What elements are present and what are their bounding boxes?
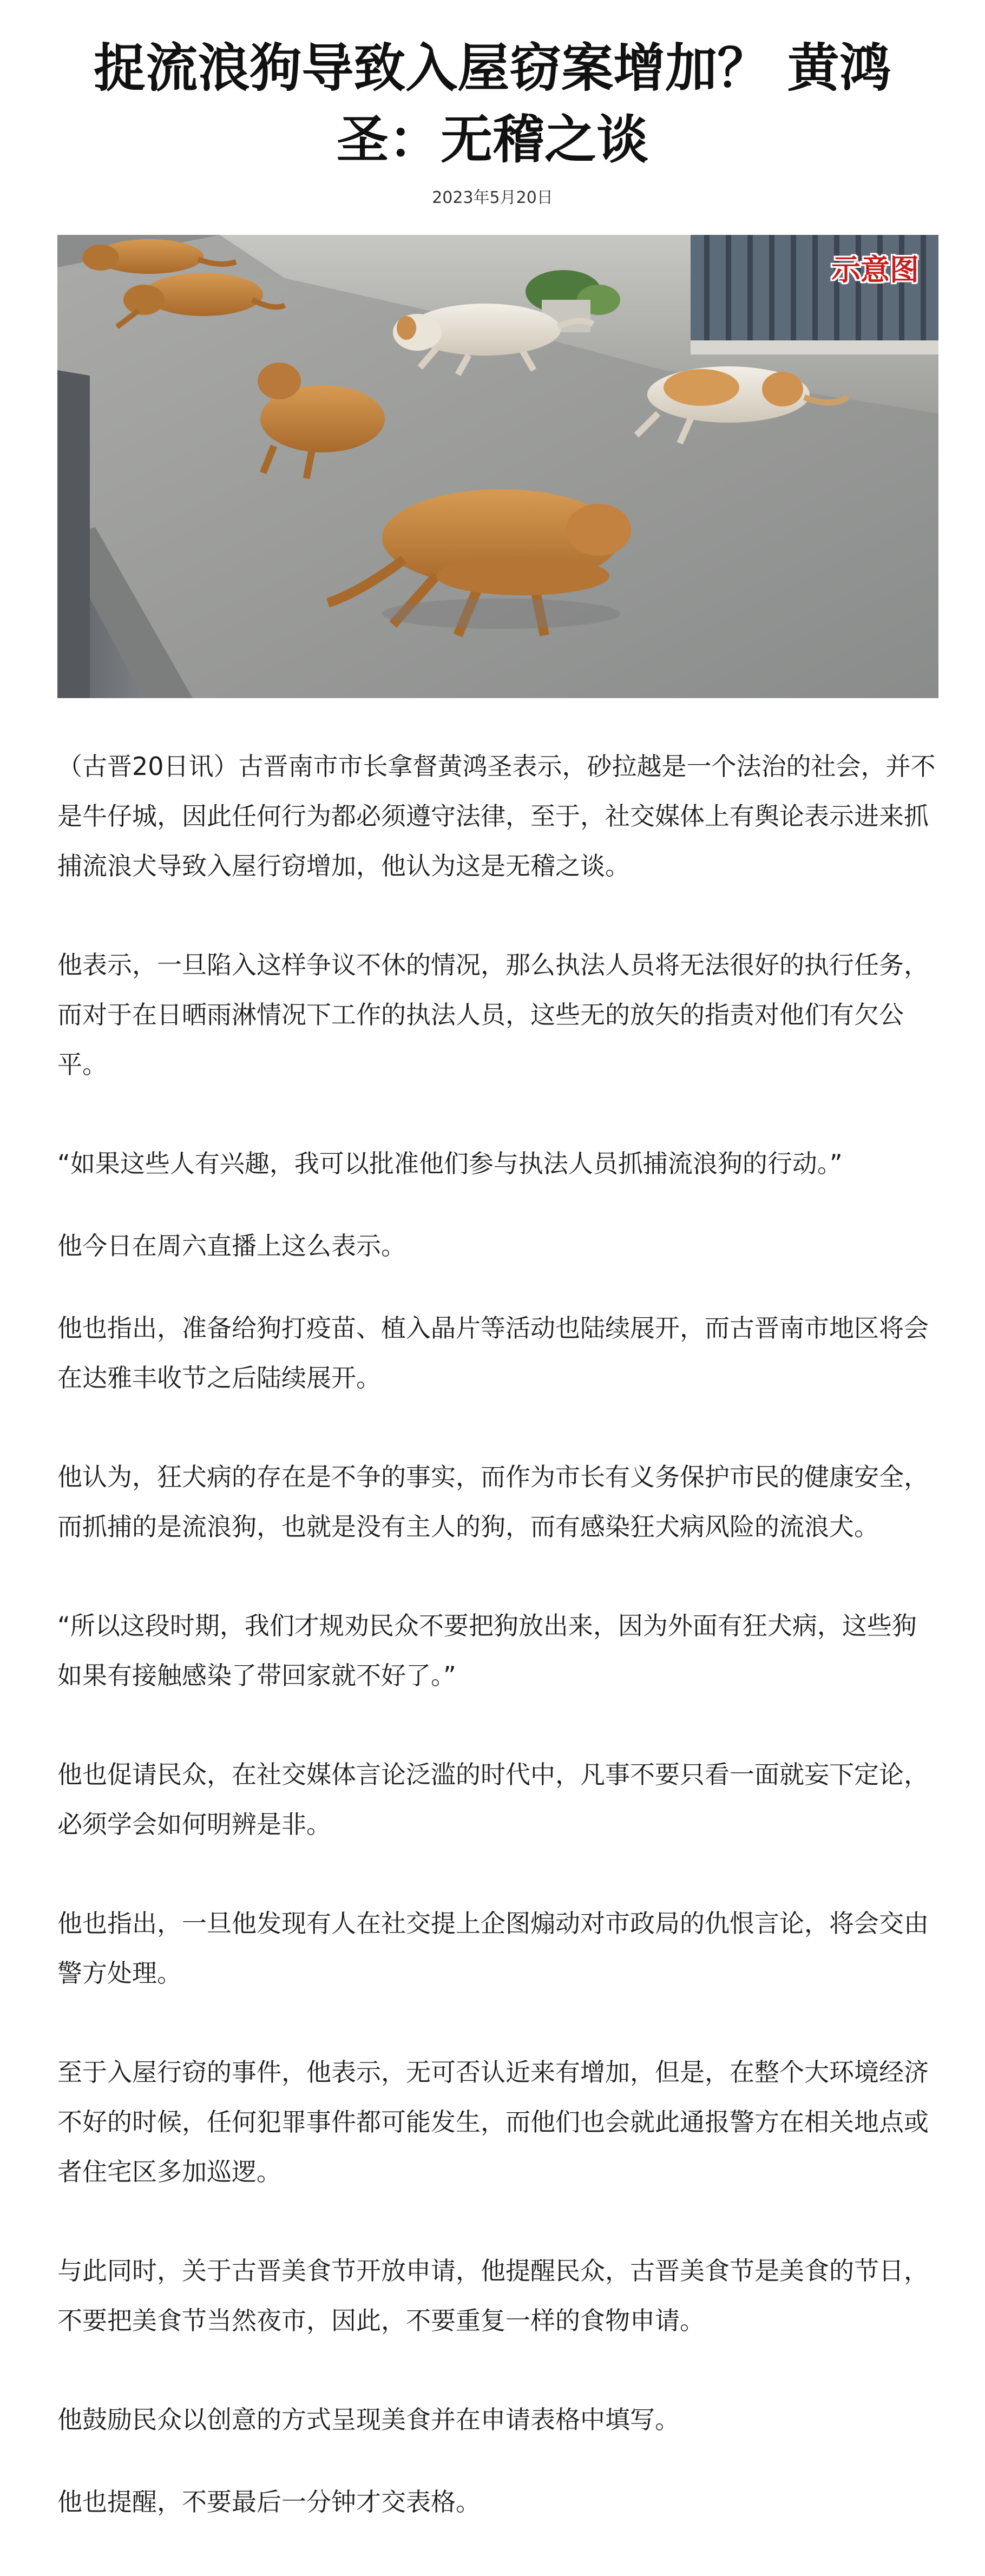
paragraph: 他认为，狂犬病的存在是不争的事实，而作为市长有义务保护市民的健康安全，而抓捕的是流浪狗，也就是没有主人的狗，而有感染狂犬病风险的流浪犬。 (57, 1462, 929, 1541)
quote-paragraph: “所以这段时期，我们才规劝民众不要把狗放出来，因为外面有狂犬病，这些狗如果有接触感染了带回家就不好了。” (57, 1611, 917, 1690)
article-photo (57, 235, 938, 698)
paragraph: 与此同时，关于古晋美食节开放申请，他提醒民众，古晋美食节是美食的节日，不要把美食节当然夜市，因此，不要重复一样的食物申请。 (57, 2256, 929, 2335)
quote-paragraph: “如果这些人有兴趣，我可以批准他们参与执法人员抓捕流浪狗的行动。” (57, 1149, 843, 1178)
publish-date: 2023年5月20日 (432, 188, 553, 207)
paragraph: 他鼓励民众以创意的方式呈现美食并在申请表格中填写。 (57, 2405, 680, 2434)
paragraph: 他也指出，准备给狗打疫苗、植入晶片等活动也陆续展开，而古晋南市地区将会在达雅丰收节之后陆续展开。 (57, 1313, 929, 1392)
paragraph: 他表示，一旦陷入这样争议不休的情况，那么执法人员将无法很好的执行任务，而对于在日晒雨淋情况下工作的执法人员，这些无的放矢的指责对他们有欠公平。 (57, 950, 929, 1079)
article-body (57, 741, 938, 2576)
paragraph: 他也提醒，不要最后一分钟才交表格。 (57, 2487, 481, 2516)
watermark-label: 示意图 (831, 253, 919, 287)
article-title: 捉流浪狗导致入屋窃案增加？ 黄鸿圣：无稽之谈 (94, 38, 891, 170)
paragraph: 他也指出，一旦他发现有人在社交提上企图煽动对市政局的仇恨言论，将会交由警方处理。 (57, 1909, 929, 1988)
paragraph: 至于入屋行窃的事件，他表示，无可否认近来有增加，但是，在整个大环境经济不好的时候，任何犯罪事件都可能发生，而他们也会就此通报警方在相关地点或者住宅区多加巡逻。 (57, 2058, 929, 2186)
stray-dogs-illustration (57, 235, 938, 698)
paragraph: 他今日在周六直播上这么表示。 (57, 1231, 406, 1260)
paragraph: 他也促请民众，在社交媒体言论泛滥的时代中，凡事不要只看一面就妄下定论，必须学会如何明辨是非。 (57, 1760, 929, 1839)
paragraph: （古晋20日讯）古晋南市市长拿督黄鸿圣表示，砂拉越是一个法治的社会，并不是牛仔城，因此任何行为都必须遵守法律，至于，社交媒体上有舆论表示进来抓捕流浪犬导致入屋行窃增加，他认为这是无稽之谈。 (57, 752, 936, 880)
